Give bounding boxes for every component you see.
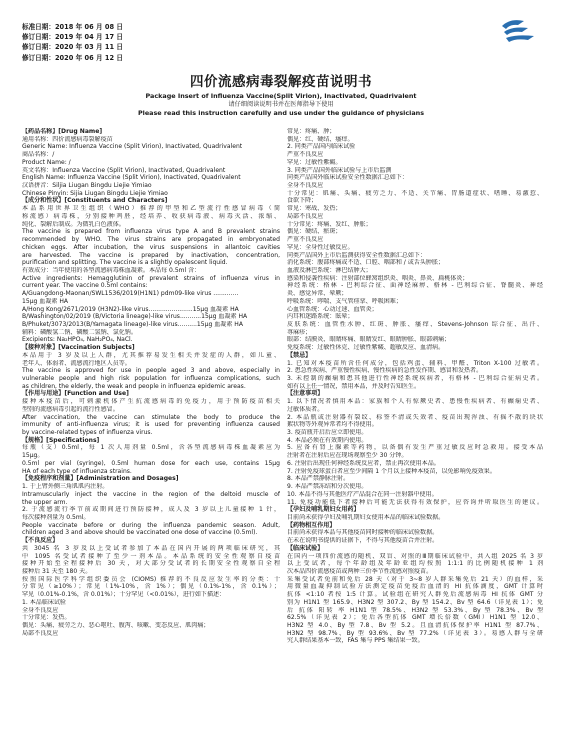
section-heading: 【作用与用途】[Function and Use] — [22, 390, 129, 398]
text-line: 局部不良反应 — [287, 212, 324, 220]
text-line: 同类产品国外上市后监测获得安全性数据汇总如下： — [287, 251, 427, 259]
section-heading: 【不良反应】 — [22, 537, 59, 545]
text-line: 1. 本品临床试验 — [22, 598, 66, 606]
text-line: 共 3045 名 3 岁及以上受试者参加了本品在国内开展的两项临床研究，其 — [22, 544, 280, 552]
text-line: 十分常见：肌痛、头痛、疲劳乏力、不适、关节痛、胃肠道症状、嗜睡、易激惹、 — [287, 189, 543, 197]
text-line: 10. 本品不得与其他医疗产品混合在同一注射器中使用。 — [287, 490, 438, 498]
text-line: as children, the elderly, the weak and people in influenza epidemic areas. — [22, 382, 246, 390]
text-line: 通用名称：四价流感病毒裂解疫苗 — [22, 135, 113, 143]
manufacturer-logo — [498, 16, 540, 48]
text-line: 商品名称：/ — [22, 151, 55, 159]
text-line: H3N2 型 98.7%、By 型 93.6%、Bv 型 77.2%（详见表 3）。易感人群与全研 — [287, 629, 543, 637]
text-line: 常见：寒战、发热； — [287, 205, 342, 213]
text-line: 炎、感觉异常、晕厥； — [287, 290, 348, 298]
text-line: 接种开始至全程接种后 30 天，对大部分受试者的长期安全性观察自全程 — [22, 560, 280, 568]
text-line: 食欲下降； — [287, 197, 318, 205]
text-line: English Name: Influenza Vaccine (Split Virion), Inactivated, Quadrivalent — [22, 174, 241, 182]
reading-instruction-en: Please read this instruction carefully and use under the guidance of physicians — [137, 108, 425, 117]
text-line: 感染和侵袭性疾病：注射部位蜂窝组织炎、咽炎、鼻炎、扁桃体炎； — [287, 274, 469, 282]
text-line: B/Phuket/3073/2013(B/Yamagata lineage)-like virus..........15μg 血凝素 HA — [22, 320, 243, 328]
english-title: Package Insert of Influenza Vaccine(Split Virion), Inactivated, Quadrivalent — [145, 92, 417, 100]
page-title: 四价流感病毒裂解疫苗说明书 — [190, 74, 372, 90]
text-line: 2. 患急性疾病、严重慢性疾病、慢性疾病的急性发作期、感冒和发热者。 — [287, 367, 483, 375]
text-line: 15μg 血凝素 HA — [22, 297, 69, 305]
text-line: 纯化、裂解后制成。为微乳白色液体。 — [22, 220, 125, 228]
text-line: 絮状物等外观异常者均不得使用。 — [287, 421, 378, 429]
text-line: 严重不良反应 — [287, 236, 324, 244]
section-heading: 【药品名称】[Drug Name] — [22, 128, 103, 135]
section-heading: 【规格】[Specifications] — [22, 436, 100, 444]
section-heading: 【注意事项】 — [287, 390, 324, 398]
text-line: 1. 于上臂外侧三角肌肌内注射。 — [22, 483, 109, 491]
text-line: 7. 注射免疫球蛋白者应至少间隔 1 个月以上接种本疫苗，以免影响免疫效果。 — [287, 467, 496, 475]
text-line: 注射者在注射后应在现场观察至少 30 分钟。 — [287, 452, 408, 460]
reading-instruction-cn: 请仔细阅读说明书并在医师指导下使用 — [228, 100, 334, 108]
text-line: current year. The vaccine 0.5ml contains: — [22, 282, 148, 290]
text-line: 内耳和迷路系统：眩晕； — [287, 313, 354, 321]
text-line: 神经系统：格林 - 巴利综合征、面神经麻痹、格林 - 巴利综合征、脊髓炎、神经 — [287, 282, 543, 290]
text-line: 老年人、体弱者、流感流行地区人员等。 — [22, 359, 131, 367]
text-line: 常见：疼痛、肿； — [287, 128, 336, 135]
section-heading: 【免疫程序和剂量】[Administration and Dosages] — [22, 475, 179, 483]
text-line: The vaccine is approved for use in people aged 3 and above, especially in — [22, 367, 280, 375]
text-line: 分常见（≥10%）；常见（1%-10%，含 1%）；偶见（0.1%-1%，含 0.1%）； — [22, 583, 280, 591]
text-line: recommended by WHO. The virus strains are propagated in embryonated — [22, 236, 280, 244]
text-line: 偶见：头痛、疲劳乏力、恶心呕吐、腹泻、咳嗽、变态反应、肌肉痛； — [22, 622, 210, 629]
text-line: 偶见：硬结、瘀斑； — [287, 228, 342, 236]
text-line: 15μg。 — [22, 452, 44, 460]
section-heading: 【孕妇及哺乳期妇女用药】 — [287, 506, 360, 514]
text-line: 本品系用世界卫生组织（WHO）推荐的甲型和乙型流行性感冒病毒（简 — [22, 205, 280, 213]
left-text-column — [22, 128, 280, 736]
text-line: People vaccinate before or during the influenza pandemic season. Adult, — [22, 521, 280, 529]
text-line: 皮肤系统：血管性水肿、红斑、肿胀、瘙痒、Stevens-Johnson 综合征、出汗、 — [287, 320, 543, 328]
text-line: 3. 同类产品国外临床试验与上市后监测 — [287, 166, 392, 174]
text-line: Generic Name: Influenza Vaccine (Split Virion), Inactivated, Quadrivalent — [22, 143, 243, 151]
text-line: 每次接种剂量为 0.5ml。 — [22, 513, 90, 521]
text-line: After vaccination, the vaccine can stimulate the body to produce the — [22, 413, 280, 421]
text-line: 采集受试者免前和免后 28 天（对于 3~8 岁人群采集免后 21 天）的血样，采 — [287, 575, 543, 583]
text-line: 如有以上任一情况，禁用本品，并及时告知医生。 — [287, 382, 421, 390]
revision-date: 修订日期：2020 年 03 月 11 日 — [22, 43, 123, 52]
text-line: 3. 疫苗瓶开启后应立即使用。 — [287, 429, 368, 437]
text-line: 2. 本品瓶或注射器有裂纹、标签不清或失效者、疫苗出现浑浊、有摇不散的块状 — [287, 413, 543, 421]
text-line: by vaccine-related types of influenza virus. — [22, 429, 153, 437]
text-line: chicken eggs. After incubation, the virus suspensions in allantoic cavities — [22, 243, 280, 251]
text-line: 辅料：磷酸氢二钠、磷酸二氢钠、氯化钠。 — [22, 328, 137, 336]
text-line: Excipients: Na₂HPO₄, NaH₂PO₄, NaCl. — [22, 336, 133, 344]
text-line: Product Name: / — [22, 158, 71, 166]
text-line: 3. 未控制的癫痫和患其他进行性神经系统疾病者，有格林 - 巴利综合征病史者。 — [287, 375, 543, 382]
text-line: 62.5%（详见表 2）；免后各型抗体 GMT 增长倍数（GMI）H1N1 型 12.0、 — [287, 614, 543, 622]
text-line: 本品用于 3 岁及以上人群，尤其推荐易发生相关并发症的人群，如儿童、 — [22, 351, 280, 359]
text-line: purification and splitting. The vaccine is a slightly opalescent liquid. — [22, 259, 228, 267]
text-line: A/Hong Kong/2671/2019 (H3N2)-like virus.......................15μg 血凝素 HA — [22, 305, 239, 313]
text-line: 罕见：过敏性紫癜。 — [287, 158, 342, 166]
text-line: 别为 H1N1 型 165.9、H3N2 型 307.2、By 型 154.2、Bv 型 64.6（详见表 1）；免 — [287, 598, 543, 606]
text-line: 严重不良反应 — [287, 151, 324, 159]
text-line: 0.5ml per vial (syringe), 0.5ml human dose for each use, contains 15μg — [22, 459, 280, 467]
text-line: H3N2 型 4.0、By 型 7.8、Bv 型 5.2。且血清抗体保护率 H1N1 型 87.7%、 — [287, 622, 543, 629]
text-line: 6. 注射后出现任何神经系统反应者，禁止再次使用本品。 — [287, 459, 440, 467]
text-line: Chinese Pinyin: Sijia Liugan Bingdu Liejie Yimiao — [22, 189, 168, 197]
revision-date: 修订日期：2019 年 04 月 17 日 — [22, 33, 123, 42]
text-line: 4. 本品必须在有效期内使用。 — [287, 436, 368, 444]
text-line: 偶见：红、硬结、瘙痒。 — [287, 135, 354, 143]
text-line: 中 1095 名受试者接种了至少一剂本品。本品系统的安全性观察自疫苗 — [22, 552, 280, 560]
text-line: 1. 已知对本疫苗所含任何成分，包括鸡蛋、辅料、甲醛、Triton X-100 过敏者。 — [287, 359, 543, 367]
text-line: B/Washington/02/2019 (B/Victoria lineage)-like virus...........15μg 血凝素 HA — [22, 313, 248, 321]
text-line: 荨麻疹； — [287, 328, 312, 336]
text-line: The vaccine is prepared from influenza virus type A and B prevalent strains — [22, 228, 280, 236]
text-line: 眼部：结膜炎、眼睛疼痛、眼睛发红、眼睛肿胀、眼部刺痛； — [287, 336, 451, 344]
text-line: 以上受试者，每个年龄组及年龄亚组均按照 1:1:1 的比例随机接种 1 剂 — [287, 560, 543, 568]
text-line: 11. 免疫功能低下者接种后可能无法获得有效保护，应咨询并听取医生的建议。 — [287, 498, 543, 506]
text-line: Intramuscularly inject the vaccine in the region of the deltoid muscle of — [22, 490, 280, 498]
text-line: 呼吸系统：哮喘、支气管痉挛、呼吸困难； — [287, 297, 402, 305]
text-line: 在未在说明书提供的证据下，不得与其他疫苗合并注射。 — [287, 537, 439, 545]
section-heading: 【成分和性状】[Constituents and Characters] — [22, 197, 168, 205]
right-text-column — [287, 128, 543, 736]
text-line: Active ingredients: Hemagglutinin of prevalent strains of influenza virus in — [22, 274, 280, 282]
text-line: 接种后 31 天至 180 天。 — [22, 567, 92, 575]
text-line: 每瓶（支）0.5ml，每 1 次人用剂量 0.5ml，含各型流感病毒株血凝素应为 — [22, 444, 280, 452]
section-heading: 【接种对象】[Vaccination Subjects] — [22, 344, 135, 352]
text-line: 全身不良反应 — [287, 182, 324, 190]
text-line: 有效成分：当年使用的各型流感病毒株血凝素。本品每 0.5ml 含： — [22, 266, 201, 274]
text-line: 同类产品国外临床试验安全性数据汇总如下： — [287, 174, 408, 182]
text-line: 称流感）病毒株，分别接种鸡胚，经培养、收获病毒液、病毒灭活、浓缩、 — [22, 212, 280, 220]
text-line: 后 抗体 阳转 率 H1N1 型 78.5%、H3N2 型 53.3%、By 型 78.3%、Bv 型 — [287, 606, 543, 614]
text-line: 2. 同类产品国内临床试验 — [287, 143, 356, 151]
text-line: 心血管系统：心动过速、血管炎； — [287, 305, 378, 313]
text-line: 8. 本品严禁静脉注射。 — [287, 475, 350, 483]
text-line: 血液及淋巴系统：淋巴结肿大； — [287, 266, 372, 274]
standard-date: 标准日期：2018 年 06 月 08 日 — [22, 23, 123, 31]
text-line: 汉语拼音：Siljia Liugan Bingdu Liejie Yimiao — [22, 182, 152, 190]
text-line: children aged 3 and above should be vaccinated one dose of vaccine (0.5ml). — [22, 529, 258, 537]
revision-dates — [22, 22, 123, 63]
text-line: 目前尚未获得本品与其他疫苗同时接种的临床试验数据。 — [287, 529, 439, 537]
text-line: 5. 应备有肾上腺素等药物，以备偶有发生严重过敏反应时急救用。接受本品 — [287, 444, 543, 452]
text-line: 消化系统：腹部疼痛或不适、口腔、咽部和 / 或舌头肿胀； — [287, 259, 445, 267]
text-line: the upper arm. — [22, 498, 68, 506]
text-line: 9. 本品严禁冻结和分次使用。 — [287, 483, 368, 491]
text-line: 用微量血凝抑制试验方法测定疫苗免疫后血清的 HI 抗体滴度，GMT 计算时 — [287, 583, 543, 591]
text-line: 在国内一项四价流感的随机、双盲、对照的Ⅲ期临床试验中，共入组 2025 名 3 岁 — [287, 552, 543, 560]
text-line: 十分常见：发热。 — [22, 614, 71, 622]
text-line: 目前尚未获得孕妇及哺乳期妇女使用本品的临床试验数据。 — [287, 513, 445, 521]
text-line: 过敏体质者。 — [287, 405, 324, 413]
text-line: are harvested. The vaccine is prepared by inactivation, concentration, — [22, 251, 280, 259]
text-line: 2. 于流感流行季节前或期间进行预防接种，成人及 3 岁以上儿童接种 1 针， — [22, 506, 280, 514]
text-line: 罕见：全身性过敏反应。 — [287, 243, 354, 251]
section-heading: 【临床试验】 — [287, 544, 324, 552]
text-line: 究人群结果基本一致，FAS 集与 PPS 集结果一致。 — [287, 637, 424, 645]
text-line: 英文名称：Influenza Vaccine (Split Virion), Inactivated, Quadrivalent — [22, 166, 226, 174]
text-line: 十分常见：疼痛、发红、肿胀； — [287, 220, 372, 228]
text-line: vulnerable people and high risk population for influenza complications, such — [22, 375, 280, 382]
section-heading: 【禁忌】 — [287, 351, 312, 359]
text-line: immunity of anti-influenza virus; it is used for preventing influenza caused — [22, 421, 280, 429]
text-line: HA of each type of influenza strains. — [22, 467, 132, 475]
section-heading: 【药物相互作用】 — [287, 521, 336, 529]
text-line: 型别的流感病毒引起的流行性感冒。 — [22, 405, 119, 413]
text-line: A/Guangdong-Maonan/SWL1536/2019(H1N1) pdm09-like virus ............. — [22, 290, 239, 298]
text-line: 次本品四价流感疫苗或两种三价季节性流感对照疫苗。 — [287, 567, 433, 575]
text-line: 按照国际医学科学组织委员会 (CIOMS) 推荐的不良反应发生率的分类：十 — [22, 575, 280, 583]
text-line: 局部不良反应 — [22, 629, 59, 637]
revision-date: 修订日期：2020 年 06 月 12 日 — [22, 53, 123, 62]
text-line: 全身不良反应 — [22, 606, 59, 614]
text-line: 1. 以下情况者慎用本品：家族和个人有惊厥史者、患慢性疾病者、有癫痫史者、 — [287, 398, 543, 406]
text-line: 接种本疫苗后，可刺激机体产生抗流感病毒的免疫力，用于预防疫苗相关 — [22, 398, 280, 406]
text-line: 免疫系统：过敏性休克、过敏性紫癜、超敏反应、血清病。 — [287, 344, 445, 352]
text-line: 罕见（0.01%-0.1%，含 0.01%）；十分罕见（<0.01%），进行如下描述： — [22, 591, 226, 599]
document-header — [0, 74, 562, 117]
text-line: 抗体 <1:10 者按 1:5 计算。试验组在研究人群免后流感病毒 HI 抗体 GMT 分 — [287, 591, 543, 599]
